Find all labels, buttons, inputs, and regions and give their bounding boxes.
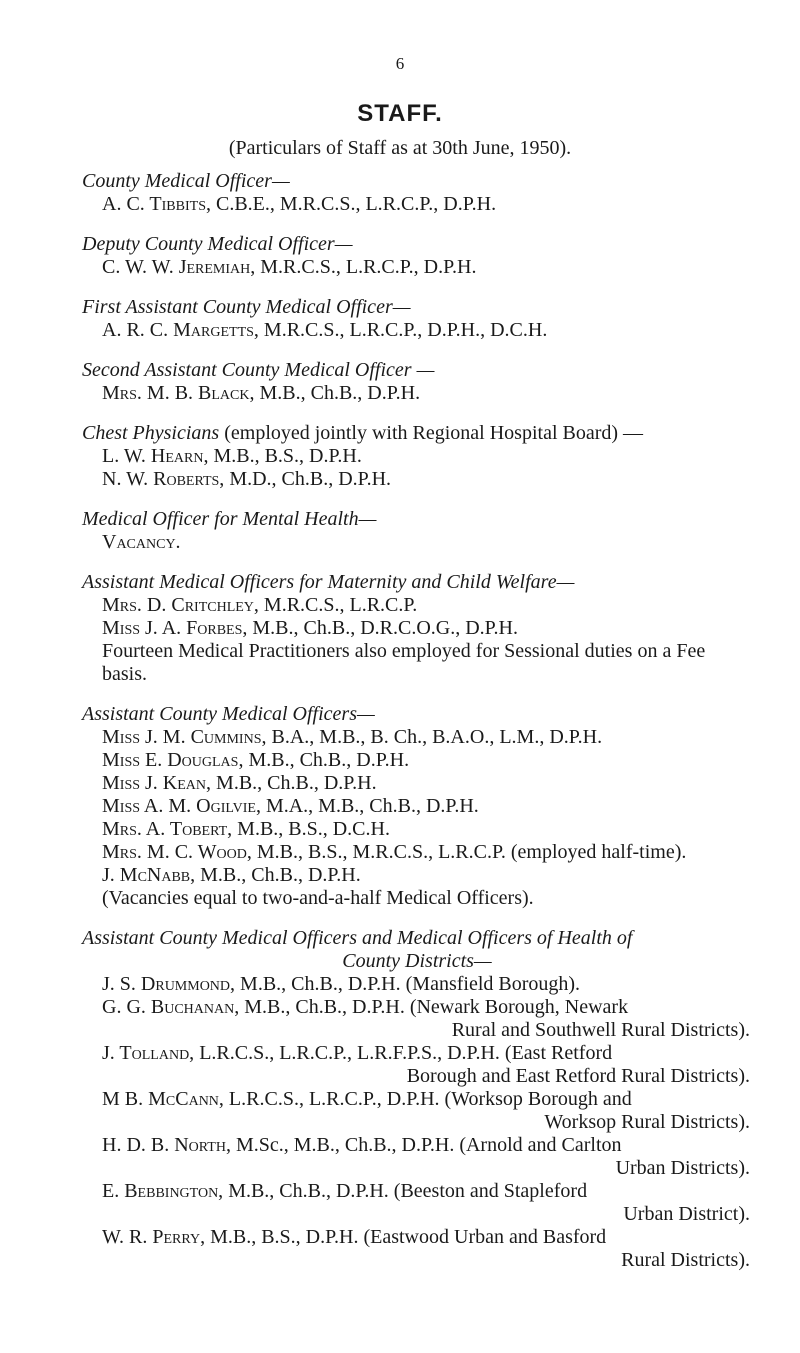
staff-qualifications: M.R.C.S., L.R.C.P., D.P.H. <box>255 256 477 278</box>
section-heading <box>82 233 752 256</box>
staff-qualifications: M.B., Ch.B., D.R.C.O.G., D.P.H. <box>247 617 518 639</box>
staff-name: Mrs. A. Tobert, <box>102 818 233 840</box>
staff-name: Miss J. Kean, <box>102 772 212 794</box>
staff-section <box>82 170 752 216</box>
staff-qualifications: M.Sc., M.B., Ch.B., D.P.H. (Arnold and Carlton <box>230 1134 622 1156</box>
district-officer-entry <box>82 1180 752 1226</box>
staff-entry <box>82 445 752 468</box>
staff-list <box>82 170 752 1289</box>
staff-qualifications: M.B., Ch.B., D.P.H. (Beeston and Stapleford <box>223 1180 588 1202</box>
staff-qualifications: M.B., Ch.B., D.P.H. (Mansfield Borough). <box>235 973 581 995</box>
staff-name: Miss E. Douglas, <box>102 749 244 771</box>
staff-name: Mrs. M. C. Wood, <box>102 841 252 863</box>
district-detail: Rural Districts). <box>621 1249 750 1271</box>
section-heading <box>82 571 752 594</box>
district-officer-entry <box>82 1226 752 1272</box>
section-heading-title: Second Assistant County Medical Officer — <box>82 359 435 381</box>
section-heading-title: Medical Officer for Mental Health— <box>82 508 377 530</box>
staff-entry <box>82 749 752 772</box>
district-officer-line <box>102 1180 752 1203</box>
staff-name: L. W. Hearn, <box>102 445 209 467</box>
staff-name: G. G. Buchanan, <box>102 996 240 1018</box>
staff-entry <box>82 795 752 818</box>
staff-section <box>82 571 752 686</box>
staff-entry <box>82 841 752 864</box>
staff-name: W. R. Perry, <box>102 1226 206 1248</box>
staff-qualifications: M.B., B.S., D.P.H. (Eastwood Urban and Basford <box>205 1226 607 1248</box>
staff-qualifications: C.B.E., M.R.C.S., L.R.C.P., D.P.H. <box>210 193 497 215</box>
page-title: STAFF. <box>357 100 443 127</box>
staff-name: M B. McCann, <box>102 1088 224 1110</box>
district-officer-entry <box>82 973 752 996</box>
staff-entry <box>82 617 752 640</box>
section-note: (Vacancies equal to two-and-a-half Medical Officers). <box>102 887 534 909</box>
staff-qualifications: M.B., B.S., D.P.H. <box>208 445 362 467</box>
district-detail: Rural and Southwell Rural Districts). <box>451 1019 750 1041</box>
section-heading-note: (employed jointly with Regional Hospital Board) — <box>219 422 644 444</box>
section-heading-title: Assistant County Medical Officers— <box>82 703 375 725</box>
staff-section <box>82 233 752 279</box>
staff-qualifications: M.B., Ch.B., D.P.H. <box>195 864 361 886</box>
staff-entry <box>82 193 752 216</box>
staff-name: J. Tolland, <box>102 1042 195 1064</box>
district-officer-line <box>102 1226 752 1249</box>
staff-section <box>82 508 752 554</box>
staff-entry <box>82 772 752 795</box>
section-heading <box>82 296 752 319</box>
staff-entry <box>82 864 752 887</box>
staff-section <box>82 296 752 342</box>
staff-name: Miss J. M. Cummins, <box>102 726 267 748</box>
staff-entry <box>82 531 752 554</box>
district-detail: Urban District). <box>623 1203 750 1225</box>
staff-qualifications: M.B., B.S., D.C.H. <box>232 818 390 840</box>
staff-qualifications: M.R.C.S., L.R.C.P. <box>258 594 418 616</box>
staff-name: J. McNabb, <box>102 864 196 886</box>
section-heading <box>82 359 752 382</box>
staff-name: A. C. Tibbits, <box>102 193 211 215</box>
district-officers-section <box>82 927 752 1272</box>
page-number: 6 <box>395 54 405 73</box>
staff-qualifications: M.B., B.S., M.R.C.S., L.R.C.P. (employed half-time). <box>251 841 687 863</box>
district-officer-line <box>102 973 752 996</box>
staff-qualifications: M.A., M.B., Ch.B., D.P.H. <box>260 795 479 817</box>
district-heading-line2: County Districts— <box>342 950 492 972</box>
district-officer-line <box>102 1134 752 1157</box>
section-heading <box>82 703 752 726</box>
staff-name: Mrs. M. B. Black, <box>102 382 255 404</box>
district-officer-line <box>102 1088 752 1111</box>
section-heading <box>82 508 752 531</box>
staff-section <box>82 703 752 910</box>
staff-name: J. S. Drummond, <box>102 973 236 995</box>
staff-qualifications: M.B., Ch.B., D.P.H. <box>211 772 377 794</box>
staff-name: Vacancy. <box>102 531 181 553</box>
district-detail: Worksop Rural Districts). <box>544 1111 750 1133</box>
section-heading-title: First Assistant County Medical Officer— <box>82 296 411 318</box>
staff-entry <box>82 382 752 405</box>
staff-name: E. Bebbington, <box>102 1180 224 1202</box>
section-heading <box>82 170 752 193</box>
section-heading-title: County Medical Officer— <box>82 170 290 192</box>
district-officer-line <box>102 1042 752 1065</box>
staff-entry <box>82 256 752 279</box>
district-detail: Borough and East Retford Rural Districts). <box>406 1065 750 1087</box>
page-subtitle: (Particulars of Staff as at 30th June, 1950). <box>228 137 572 159</box>
district-officer-line <box>102 996 752 1019</box>
staff-entry <box>82 319 752 342</box>
staff-name: N. W. Roberts, <box>102 468 225 490</box>
staff-name: Miss J. A. Forbes, <box>102 617 248 639</box>
staff-qualifications: L.R.C.S., L.R.C.P., D.P.H. (Worksop Borough and <box>223 1088 632 1110</box>
staff-qualifications: M.D., Ch.B., D.P.H. <box>224 468 392 490</box>
staff-qualifications: B.A., M.B., B. Ch., B.A.O., L.M., D.P.H. <box>266 726 603 748</box>
staff-name: A. R. C. Margetts, <box>102 319 259 341</box>
staff-entry <box>82 818 752 841</box>
district-officer-entry <box>82 996 752 1042</box>
staff-qualifications: M.B., Ch.B., D.P.H. <box>254 382 421 404</box>
staff-name: H. D. B. North, <box>102 1134 231 1156</box>
district-officer-entry <box>82 1088 752 1134</box>
staff-name: C. W. W. Jeremiah, <box>102 256 256 278</box>
district-officer-entry <box>82 1042 752 1088</box>
staff-entry <box>82 726 752 749</box>
district-detail: Urban Districts). <box>615 1157 750 1179</box>
section-heading-title: Assistant Medical Officers for Maternity and Child Welfare— <box>82 571 575 593</box>
staff-section <box>82 422 752 491</box>
staff-name: Miss A. M. Ogilvie, <box>102 795 261 817</box>
staff-qualifications: M.B., Ch.B., D.P.H. (Newark Borough, Newark <box>239 996 629 1018</box>
staff-qualifications: M.R.C.S., L.R.C.P., D.P.H., D.C.H. <box>258 319 548 341</box>
section-note: Fourteen Medical Practitioners also employed for Sessional duties on a Fee basis. <box>102 640 706 685</box>
staff-qualifications: M.B., Ch.B., D.P.H. <box>243 749 410 771</box>
section-heading <box>82 422 752 445</box>
staff-entry <box>82 468 752 491</box>
district-heading-line1: Assistant County Medical Officers and Medical Officers of Health of <box>82 927 633 949</box>
district-officer-entry <box>82 1134 752 1180</box>
staff-qualifications: L.R.C.S., L.R.C.P., L.R.F.P.S., D.P.H. (East Retford <box>194 1042 613 1064</box>
section-heading-title: Deputy County Medical Officer— <box>82 233 353 255</box>
staff-entry <box>82 594 752 617</box>
section-heading-title: Chest Physicians <box>82 422 220 444</box>
staff-section <box>82 359 752 405</box>
staff-name: Mrs. D. Critchley, <box>102 594 259 616</box>
